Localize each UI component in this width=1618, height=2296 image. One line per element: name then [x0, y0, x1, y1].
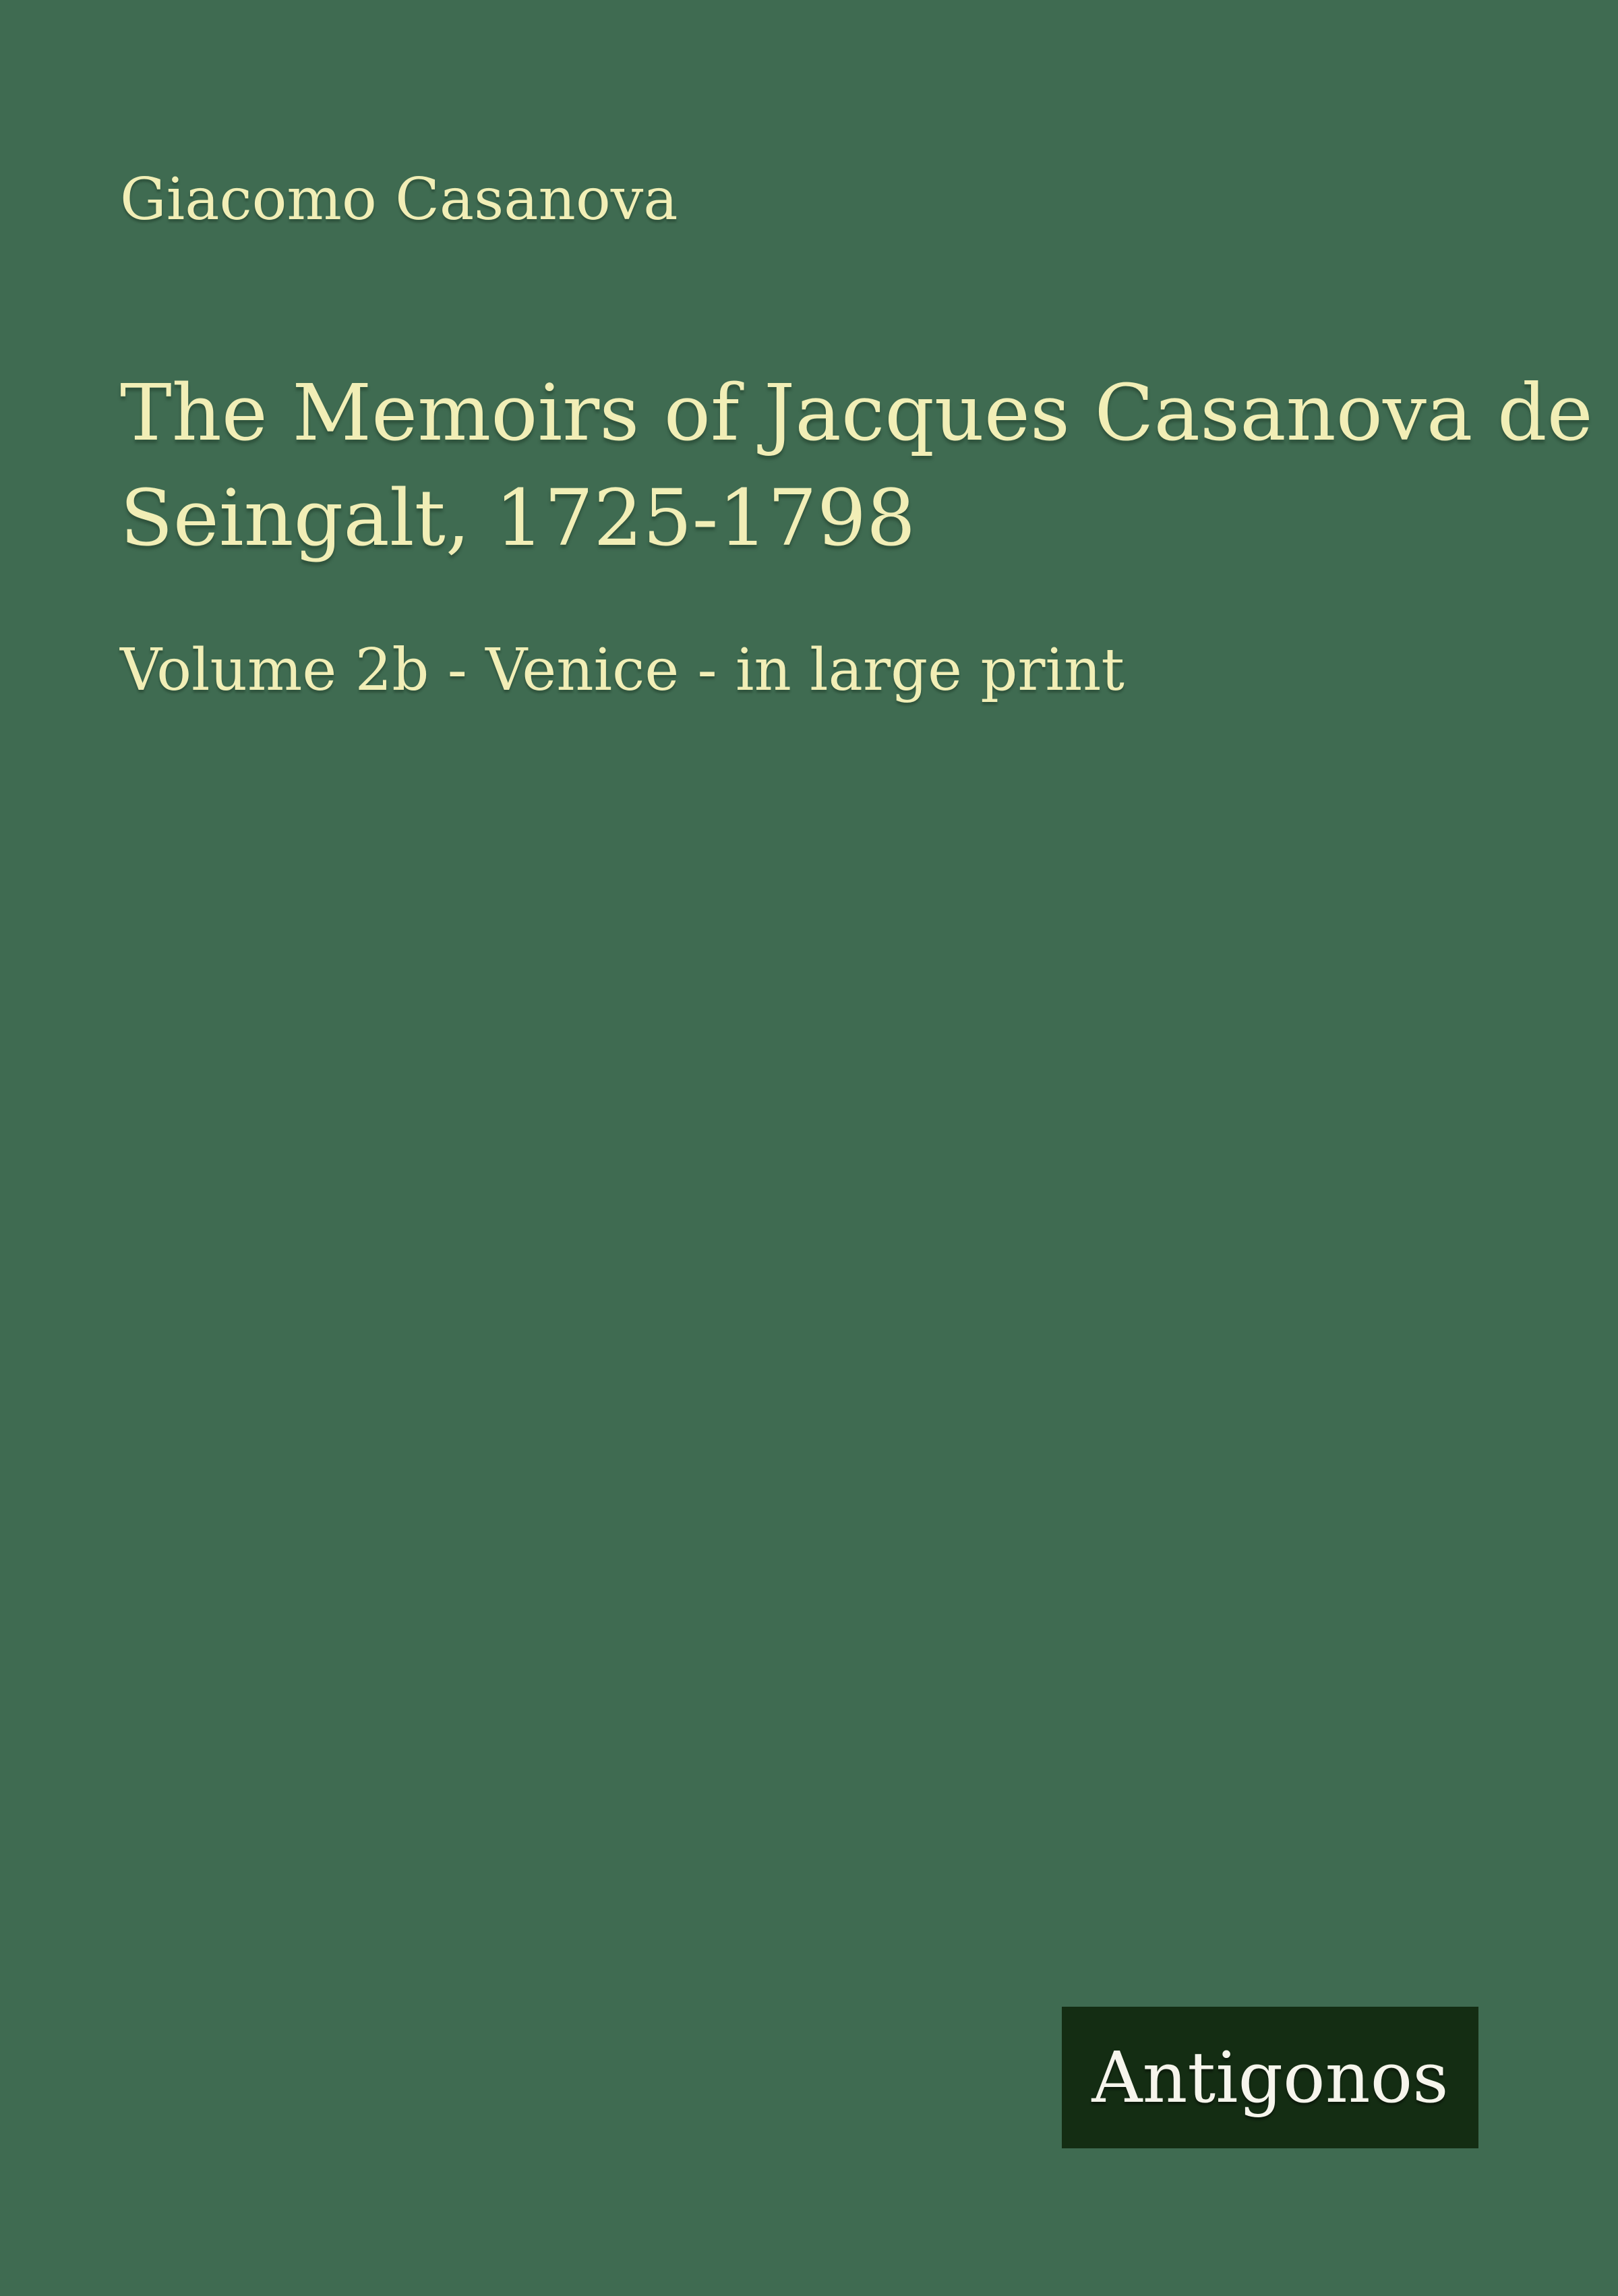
book-subtitle: Volume 2b - Venice - in large print [120, 637, 1125, 704]
publisher-badge [1062, 2007, 1478, 2148]
publisher-name: Antigonos [1091, 2036, 1449, 2119]
author-name: Giacomo Casanova [120, 166, 678, 233]
book-title-line-1: The Memoirs of Jacques Casanova de [120, 368, 1593, 459]
book-title-line-2: Seingalt, 1725-1798 [120, 473, 916, 564]
book-title [120, 361, 1593, 571]
